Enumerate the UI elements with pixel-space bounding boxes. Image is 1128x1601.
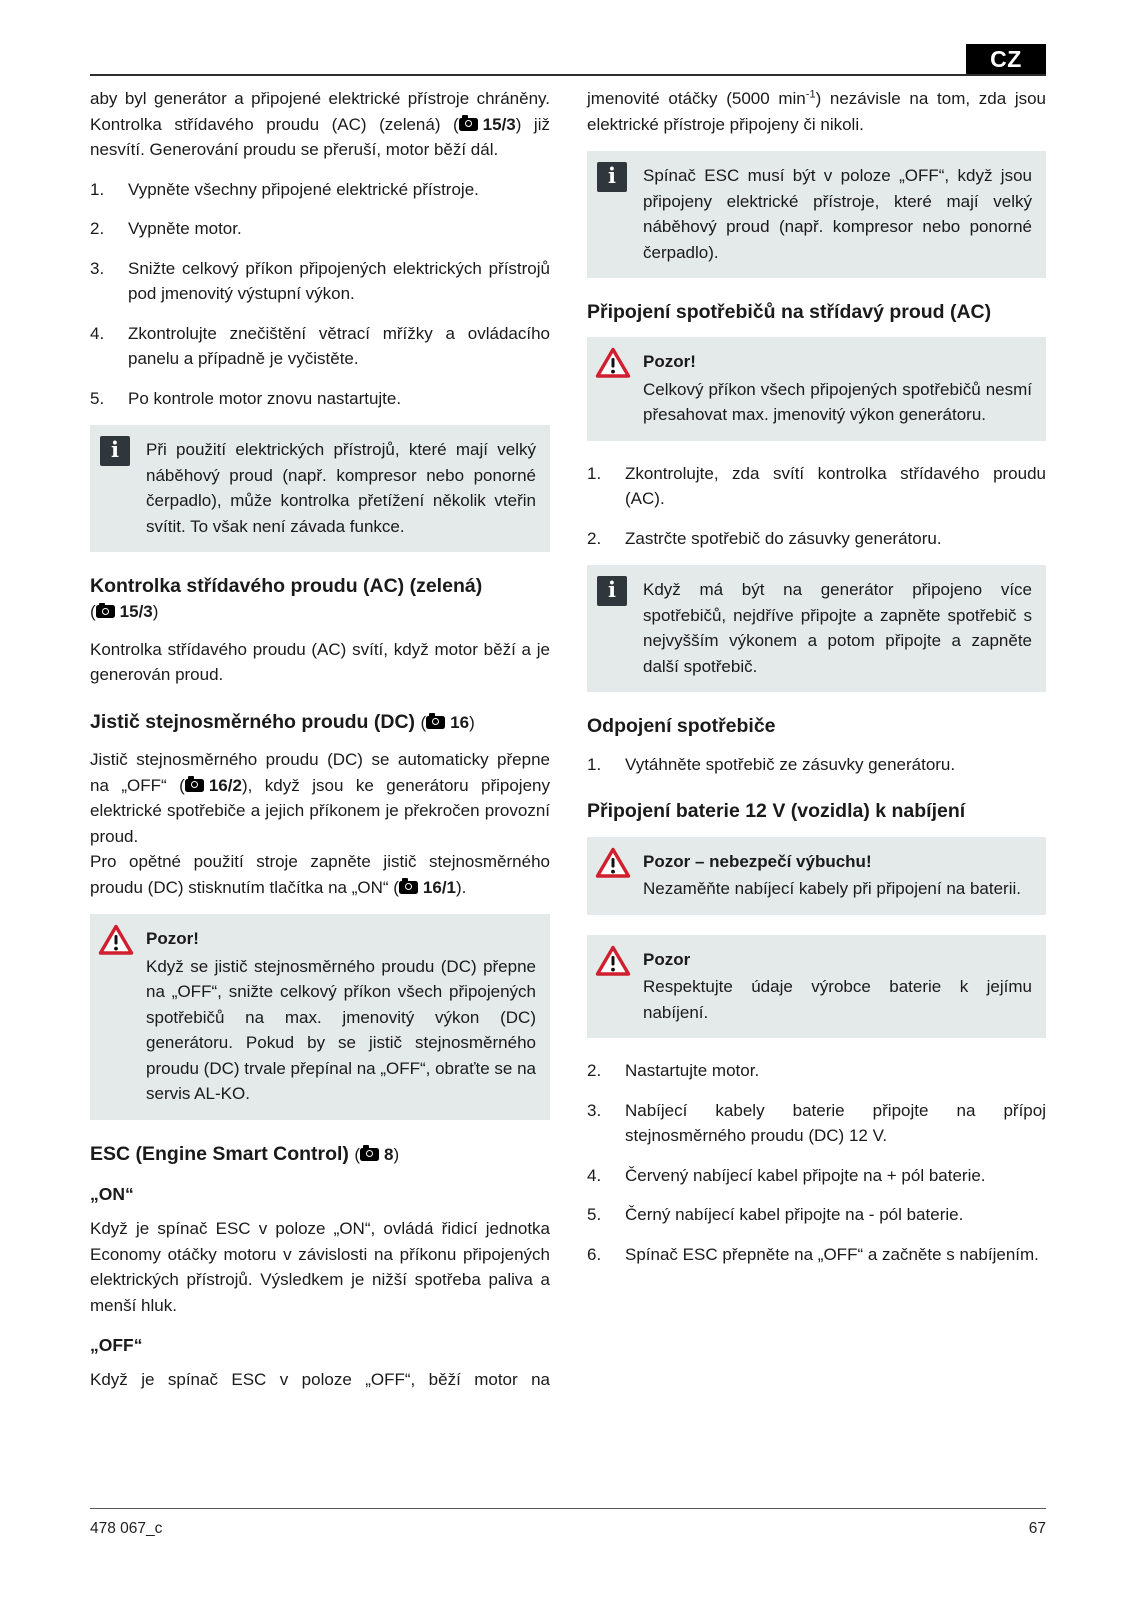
list-item bbox=[90, 177, 550, 203]
list-text: Po kontrole motor znovu nastartujte. bbox=[128, 388, 402, 408]
info-icon bbox=[100, 436, 130, 466]
list-item bbox=[587, 1098, 1046, 1149]
list-item bbox=[587, 1242, 1046, 1268]
superscript: -1 bbox=[805, 88, 816, 101]
list-number: 2. bbox=[587, 1061, 602, 1081]
list-item bbox=[587, 526, 1046, 552]
warning-icon bbox=[595, 847, 631, 879]
text-segment: ) nezávisle na tom, zda jsou elektrické přístroje připojeny či nikoli. bbox=[587, 89, 1047, 134]
camera-icon bbox=[459, 118, 478, 131]
warning-title: Pozor bbox=[643, 949, 691, 969]
warning-text: Celkový příkon všech připojených spotřebičů nesmí přesahovat max. jmenovitý výkon generátoru. bbox=[643, 379, 1032, 425]
figure-number: 16 bbox=[450, 712, 470, 732]
list-number: 6. bbox=[587, 1244, 602, 1264]
list-text: Zkontrolujte, zda svítí kontrolka střídavého proudu (AC). bbox=[625, 463, 1046, 509]
step-list-disconnect bbox=[587, 752, 1046, 778]
list-item bbox=[90, 386, 550, 412]
heading-text: Kontrolka střídavého proudu (AC) (zelená) bbox=[90, 575, 483, 597]
warning-text: Když se jistič stejnosměrného proudu (DC) přepne na „OFF“, snižte celkový příkon všech připojených spotřebičů na max. jmenovitý výkon (DC) generátoru. Pokud by se jistič stejnosměrného proudu (DC) trvale přepínal na „OFF“, obraťte se na servis AL-KO. bbox=[146, 956, 536, 1104]
section-heading-dc-breaker bbox=[90, 710, 550, 735]
list-item bbox=[90, 216, 550, 242]
paragraph-dc-breaker bbox=[90, 747, 550, 849]
camera-icon bbox=[426, 716, 445, 729]
camera-icon bbox=[96, 605, 115, 618]
list-number: 5. bbox=[587, 1205, 602, 1225]
paragraph-ac-indicator: Kontrolka střídavého proudu (AC) svítí, když motor běží a je generován proud. bbox=[90, 639, 550, 685]
figure-reference bbox=[354, 1145, 399, 1164]
figure-number: 16/2 bbox=[208, 775, 242, 795]
text-segment: ) bbox=[469, 712, 475, 732]
info-box-multiple-loads bbox=[587, 565, 1046, 692]
text-segment: ) bbox=[393, 1144, 400, 1164]
list-number: 3. bbox=[90, 258, 105, 278]
step-list-shutdown bbox=[90, 177, 550, 412]
list-number: 1. bbox=[587, 754, 602, 774]
heading-text: ESC (Engine Smart Control) bbox=[90, 1142, 349, 1165]
text-segment: ) bbox=[152, 602, 159, 622]
list-number: 2. bbox=[587, 528, 602, 548]
info-text: Spínač ESC musí být v poloze „OFF“, když jsou připojeny elektrické přístroje, které mají velký náběhový proud (např. kompresor nebo ponorné čerpadlo). bbox=[643, 166, 1032, 262]
figure-reference bbox=[459, 115, 516, 134]
list-text: Červený nabíjecí kabel připojte na + pól baterie. bbox=[625, 1165, 986, 1185]
list-text: Nastartujte motor. bbox=[625, 1061, 760, 1081]
list-text: Černý nabíjecí kabel připojte na - pól baterie. bbox=[625, 1205, 964, 1225]
list-number: 4. bbox=[587, 1165, 602, 1185]
figure-number: 15/3 bbox=[482, 114, 516, 134]
language-badge: CZ bbox=[966, 44, 1046, 74]
info-box-esc-off bbox=[587, 151, 1046, 278]
right-column bbox=[587, 86, 1046, 1281]
info-text: Když má být na generátor připojeno více spotřebičů, nejdříve připojte a zapněte spotřebič s nejvyšším výkonem a potom připojte a zapněte další spotřebič. bbox=[643, 580, 1032, 676]
list-text: Spínač ESC přepněte na „OFF“ a začněte s nabíjením. bbox=[625, 1244, 1039, 1264]
text-segment: ( bbox=[354, 1144, 361, 1164]
list-number: 3. bbox=[587, 1100, 602, 1120]
list-number: 2. bbox=[90, 219, 105, 238]
footer-rule bbox=[90, 1508, 1046, 1509]
text-segment: ). bbox=[456, 877, 467, 897]
text-segment: ( bbox=[90, 602, 96, 622]
figure-number: 15/3 bbox=[119, 602, 153, 622]
figure-reference bbox=[185, 776, 242, 795]
warning-box-ac bbox=[587, 337, 1046, 441]
warning-title: Pozor! bbox=[146, 929, 199, 949]
step-list-battery bbox=[587, 1058, 1046, 1267]
paragraph-esc-on: Když je spínač ESC v poloze „ON“, ovládá řidicí jednotka Economy otáčky motoru v závislosti na příkonu připojených elektrických přístrojů. Výsledkem je nižší spotřeba paliva a menší hluk. bbox=[90, 1219, 550, 1315]
intro-paragraph bbox=[90, 86, 550, 163]
warning-text: Nezaměňte nabíjecí kabely při připojení na baterii. bbox=[643, 879, 1021, 899]
header-rule bbox=[90, 74, 1046, 76]
subheading-on: „ON“ bbox=[90, 1183, 134, 1204]
list-item bbox=[587, 752, 1046, 778]
info-text: Při použití elektrických přístrojů, které mají velký náběhový proud (např. kompresor nebo ponorné čerpadlo), může kontrolka přetížení několik vteřin svítit. To však není závada funkce. bbox=[146, 440, 536, 536]
paragraph-esc-off: Když je spínač ESC v poloze „OFF“, běží motor na bbox=[90, 1370, 550, 1390]
figure-reference bbox=[420, 713, 474, 732]
paragraph-dc-reset bbox=[90, 849, 550, 900]
list-text: Zastrčte spotřebič do zásuvky generátoru. bbox=[625, 528, 942, 548]
section-heading-disconnect: Odpojení spotřebiče bbox=[587, 715, 776, 738]
list-item bbox=[587, 461, 1046, 512]
figure-reference bbox=[399, 878, 456, 897]
figure-reference bbox=[90, 602, 158, 621]
list-number: 4. bbox=[90, 323, 105, 343]
list-number: 1. bbox=[90, 179, 105, 199]
warning-title: Pozor – nebezpečí výbuchu! bbox=[643, 851, 872, 871]
warning-icon bbox=[595, 945, 631, 977]
warning-title: Pozor! bbox=[643, 352, 696, 372]
left-column bbox=[90, 86, 550, 1407]
camera-icon bbox=[185, 779, 204, 792]
section-heading-battery: Připojení baterie 12 V (vozidla) k nabíjení bbox=[587, 800, 966, 823]
text-segment: jmenovité otáčky (5000 min bbox=[587, 89, 806, 108]
warning-icon bbox=[595, 347, 631, 379]
list-text: Snižte celkový příkon připojených elektrických přístrojů pod jmenovitý výstupní výkon. bbox=[128, 258, 550, 303]
paragraph-esc-off-continued bbox=[587, 86, 1046, 137]
section-heading-esc bbox=[90, 1142, 550, 1167]
info-box-overload bbox=[90, 425, 550, 552]
text-segment: Jistič stejnosměrného proudu (DC) se automaticky přepne na „OFF“ ( bbox=[90, 750, 550, 795]
list-text: Vypněte všechny připojené elektrické přístroje. bbox=[128, 179, 479, 199]
figure-number: 16/1 bbox=[422, 877, 457, 897]
warning-icon bbox=[98, 924, 134, 956]
warning-box-dc bbox=[90, 914, 550, 1120]
figure-number: 8 bbox=[384, 1144, 394, 1164]
list-text: Vytáhněte spotřebič ze zásuvky generátoru. bbox=[625, 754, 956, 774]
step-list-ac-connect bbox=[587, 461, 1046, 552]
list-number: 1. bbox=[587, 463, 602, 483]
text-segment: ) již nesvítí. Generování proudu se přeruší, motor běží dál. bbox=[90, 114, 550, 159]
info-icon bbox=[597, 162, 627, 192]
list-text: Vypněte motor. bbox=[128, 219, 242, 238]
list-item bbox=[587, 1202, 1046, 1228]
list-number: 5. bbox=[90, 388, 105, 408]
section-heading-ac-connect: Připojení spotřebičů na střídavý proud (AC) bbox=[587, 301, 992, 323]
list-item bbox=[90, 256, 550, 307]
warning-text: Respektujte údaje výrobce baterie k jejímu nabíjení. bbox=[643, 977, 1032, 1022]
list-text: Zkontrolujte znečištění větrací mřížky a ovládacího panelu a případně je vyčistěte. bbox=[128, 323, 550, 368]
text-segment: ), když jsou ke generátoru připojeny elektrické spotřebiče a jejich příkonem je překročen provozní proud. bbox=[90, 775, 550, 846]
text-segment: ( bbox=[420, 712, 427, 732]
warning-box-battery bbox=[587, 935, 1046, 1039]
list-item bbox=[587, 1058, 1046, 1084]
text-segment: aby byl generátor a připojené elektrické přístroje chráněny. Kontrolka střídavého proudu (AC) (zelená) ( bbox=[90, 89, 550, 134]
warning-box-explosion bbox=[587, 837, 1046, 915]
heading-text: Jistič stejnosměrného proudu (DC) bbox=[90, 710, 416, 733]
list-text: Nabíjecí kabely baterie připojte na přípoj stejnosměrného proudu (DC) 12 V. bbox=[625, 1100, 1046, 1146]
doc-code: 478 067_c bbox=[90, 1520, 163, 1537]
section-heading-ac-indicator bbox=[90, 574, 550, 625]
subheading-off: „OFF“ bbox=[90, 1335, 143, 1356]
info-icon bbox=[597, 576, 627, 606]
camera-icon bbox=[399, 881, 418, 894]
camera-icon bbox=[360, 1148, 379, 1161]
list-item bbox=[587, 1163, 1046, 1189]
page-number: 67 bbox=[1028, 1520, 1046, 1537]
text-segment: Pro opětné použití stroje zapněte jistič stejnosměrného proudu (DC) stisknutím tlačítka na „ON“ ( bbox=[90, 852, 550, 897]
list-item bbox=[90, 321, 550, 372]
